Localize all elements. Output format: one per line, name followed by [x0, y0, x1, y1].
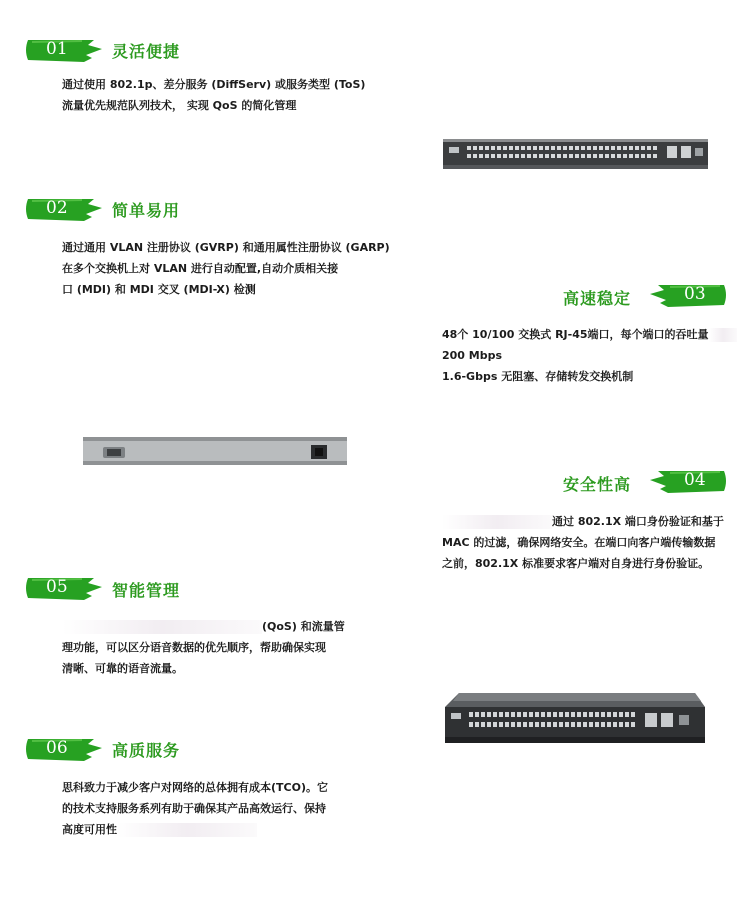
section-title: 高质服务	[112, 741, 181, 760]
text-line	[442, 324, 737, 345]
section-05-badge	[22, 574, 102, 602]
section-body	[442, 511, 724, 574]
section-body	[62, 616, 345, 679]
text-line: 200 Mbps	[442, 349, 503, 362]
text-line: MAC 的过滤，确保网络安全。在端口向客户端传输数据	[442, 536, 716, 549]
section-body	[62, 74, 365, 116]
switch-angled-image	[445, 693, 705, 749]
section-title: 简单易用	[112, 201, 181, 220]
text-line: 通过通用 VLAN 注册协议 (GVRP) 和通用属性注册协议 (GARP)	[62, 241, 390, 254]
section-number: 03	[684, 284, 706, 304]
section-body	[442, 324, 737, 387]
section-06-badge	[22, 735, 102, 763]
text-line: 在多个交换机上对 VLAN 进行自动配置,自动介质相关接	[62, 262, 339, 275]
section-03-badge	[650, 281, 730, 309]
text-line	[62, 616, 345, 637]
section-body	[62, 237, 390, 300]
text-segment: 通过 802.1X 端口身份验证和基于	[552, 515, 724, 528]
section-number: 04	[684, 470, 706, 490]
text-line: 思科致力于减少客户对网络的总体拥有成本(TCO)。它	[62, 781, 328, 794]
text-segment: 48个 10/100 交换式 RJ-45端口，每个端口的吞吐量	[442, 328, 709, 341]
text-line: 口 (MDI) 和 MDI 交叉 (MDI-X) 检测	[62, 283, 256, 296]
switch-front-image	[443, 139, 708, 173]
section-04-badge	[650, 467, 730, 495]
section-02-badge	[22, 195, 102, 223]
text-line: 通过使用 802.1p、差分服务 (DiffServ) 或服务类型 (ToS)	[62, 78, 366, 91]
section-number: 05	[46, 577, 68, 597]
section-title: 高速稳定	[563, 289, 632, 308]
section-number: 02	[46, 198, 68, 218]
section-body	[62, 777, 328, 840]
text-line: 清晰、可靠的语音流量。	[62, 662, 183, 675]
text-line: 流量优先规范队列技术， 实现 QoS 的简化管理	[62, 99, 297, 112]
section-title: 智能管理	[112, 581, 181, 600]
text-line: 之前，802.1X 标准要求客户端对自身进行身份验证。	[442, 557, 710, 570]
text-segment: (QoS) 和流量管	[262, 620, 345, 633]
text-line	[442, 511, 724, 532]
section-number: 06	[46, 738, 68, 758]
text-line: 1.6-Gbps 无阻塞、存储转发交换机制	[442, 370, 634, 383]
text-segment: 高度可用性	[62, 823, 117, 836]
section-title: 灵活便捷	[112, 42, 181, 61]
switch-rear-image	[83, 437, 347, 469]
section-number: 01	[46, 39, 68, 59]
text-line	[62, 819, 328, 840]
text-line: 的技术支持服务系列有助于确保其产品高效运行、保持	[62, 802, 326, 815]
section-title: 安全性高	[563, 475, 632, 494]
section-01-badge	[22, 36, 102, 64]
text-line: 理功能，可以区分语音数据的优先顺序，帮助确保实现	[62, 641, 326, 654]
